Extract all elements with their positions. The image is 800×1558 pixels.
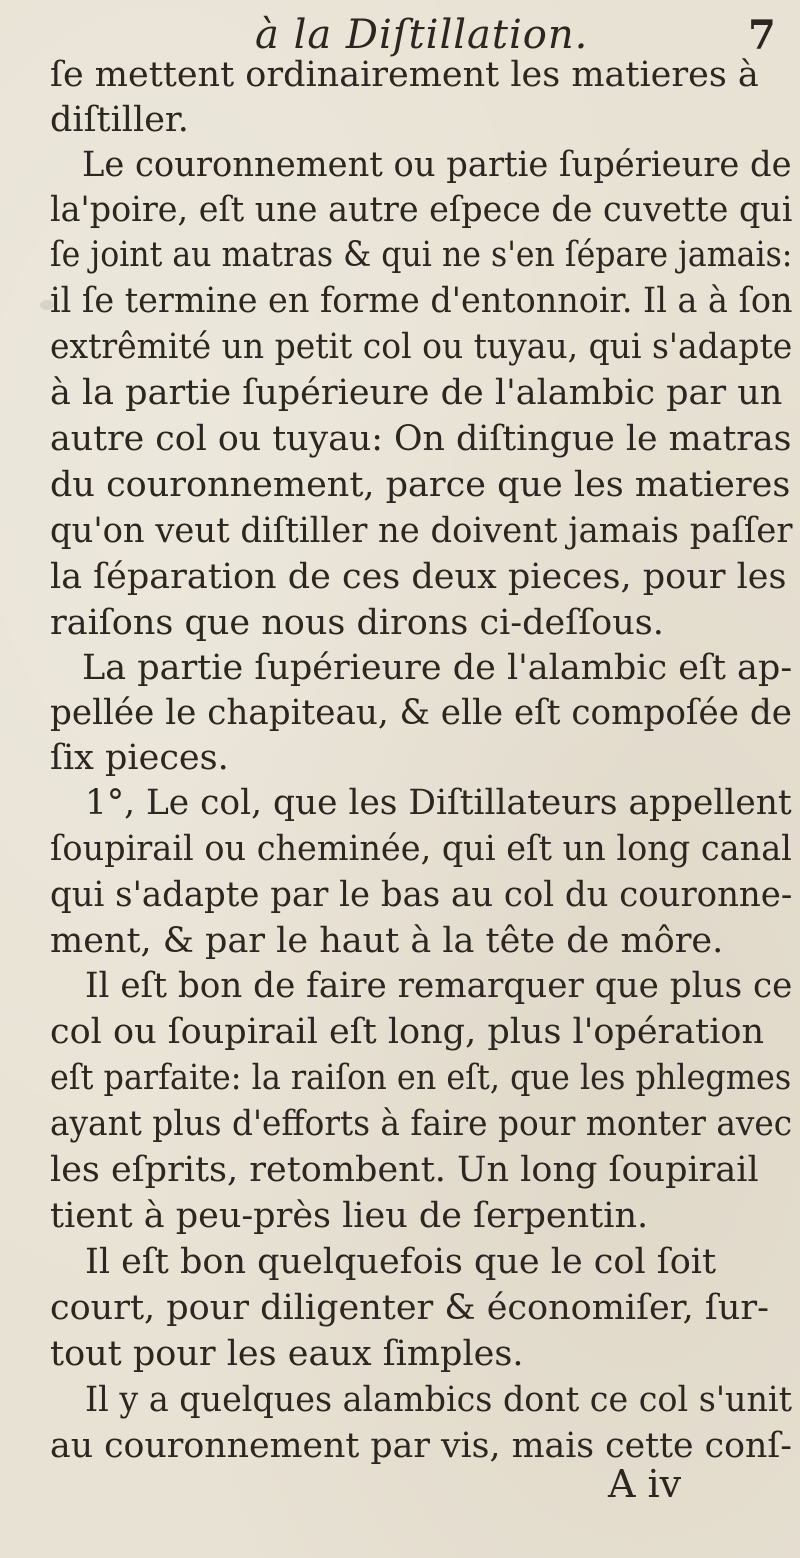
text-line: la'poire, eſt une autre eſpece de cuvette qui — [50, 190, 793, 230]
text-line: ſe joint au matras & qui ne s'en ſépare jamais: — [50, 235, 793, 275]
text-line: ſe mettent ordinairement les matieres à — [50, 55, 759, 95]
text-line: qui s'adapte par le bas au col du couronne- — [50, 875, 793, 915]
text-line: Il eſt bon quelquefois que le col ſoit — [85, 1242, 717, 1282]
text-line: ment, & par le haut à la tête de môre. — [50, 921, 724, 961]
text-line: à la partie ſupérieure de l'alambic par un — [50, 373, 783, 413]
text-line: les eſprits, retombent. Un long ſoupirail — [50, 1150, 759, 1190]
signature-mark: A iv — [608, 1462, 682, 1506]
text-line: ſix pieces. — [50, 738, 229, 778]
text-line: Le couronnement ou partie ſupérieure de — [82, 145, 792, 185]
text-line: pellée le chapiteau, & elle eſt compoſée de — [50, 693, 792, 733]
text-line: extrêmité un petit col ou tuyau, qui s'adapte — [50, 327, 793, 367]
text-line: qu'on veut diſtiller ne doivent jamais paſſer — [50, 511, 793, 551]
text-line: eſt parfaite: la raiſon en eſt, que les phlegmes — [50, 1058, 792, 1098]
text-line: la ſéparation de ces deux pieces, pour les — [50, 557, 787, 597]
text-line: autre col ou tuyau: On diſtingue le matras — [50, 419, 792, 459]
text-line: ſoupirail ou cheminée, qui eſt un long canal — [50, 829, 792, 869]
text-line: tout pour les eaux ſimples. — [50, 1334, 524, 1374]
text-line: il ſe termine en forme d'entonnoir. Il a à ſon — [50, 281, 793, 321]
text-line: court, pour diligenter & économiſer, ſur- — [50, 1288, 769, 1328]
text-line: Il eſt bon de faire remarquer que plus ce — [85, 966, 793, 1006]
text-line: tient à peu-près lieu de ſerpentin. — [50, 1196, 649, 1236]
running-head: à la Diſtillation. — [255, 12, 589, 58]
page-number: 7 — [748, 12, 776, 59]
text-line: ayant plus d'efforts à faire pour monter avec — [50, 1104, 793, 1144]
text-line: 1°, Le col, que les Diſtillateurs appellent — [85, 783, 792, 823]
text-line: du couronnement, parce que les matieres — [50, 465, 791, 505]
text-line: Il y a quelques alambics dont ce col s'unit — [85, 1380, 792, 1420]
text-line: au couronnement par vis, mais cette conſ- — [50, 1426, 792, 1466]
text-line: col ou ſoupirail eſt long, plus l'opération — [50, 1012, 765, 1052]
text-line: La partie ſupérieure de l'alambic eſt ap- — [82, 648, 793, 688]
text-line: raiſons que nous dirons ci-deſſous. — [50, 603, 664, 643]
text-line: diſtiller. — [50, 100, 189, 140]
